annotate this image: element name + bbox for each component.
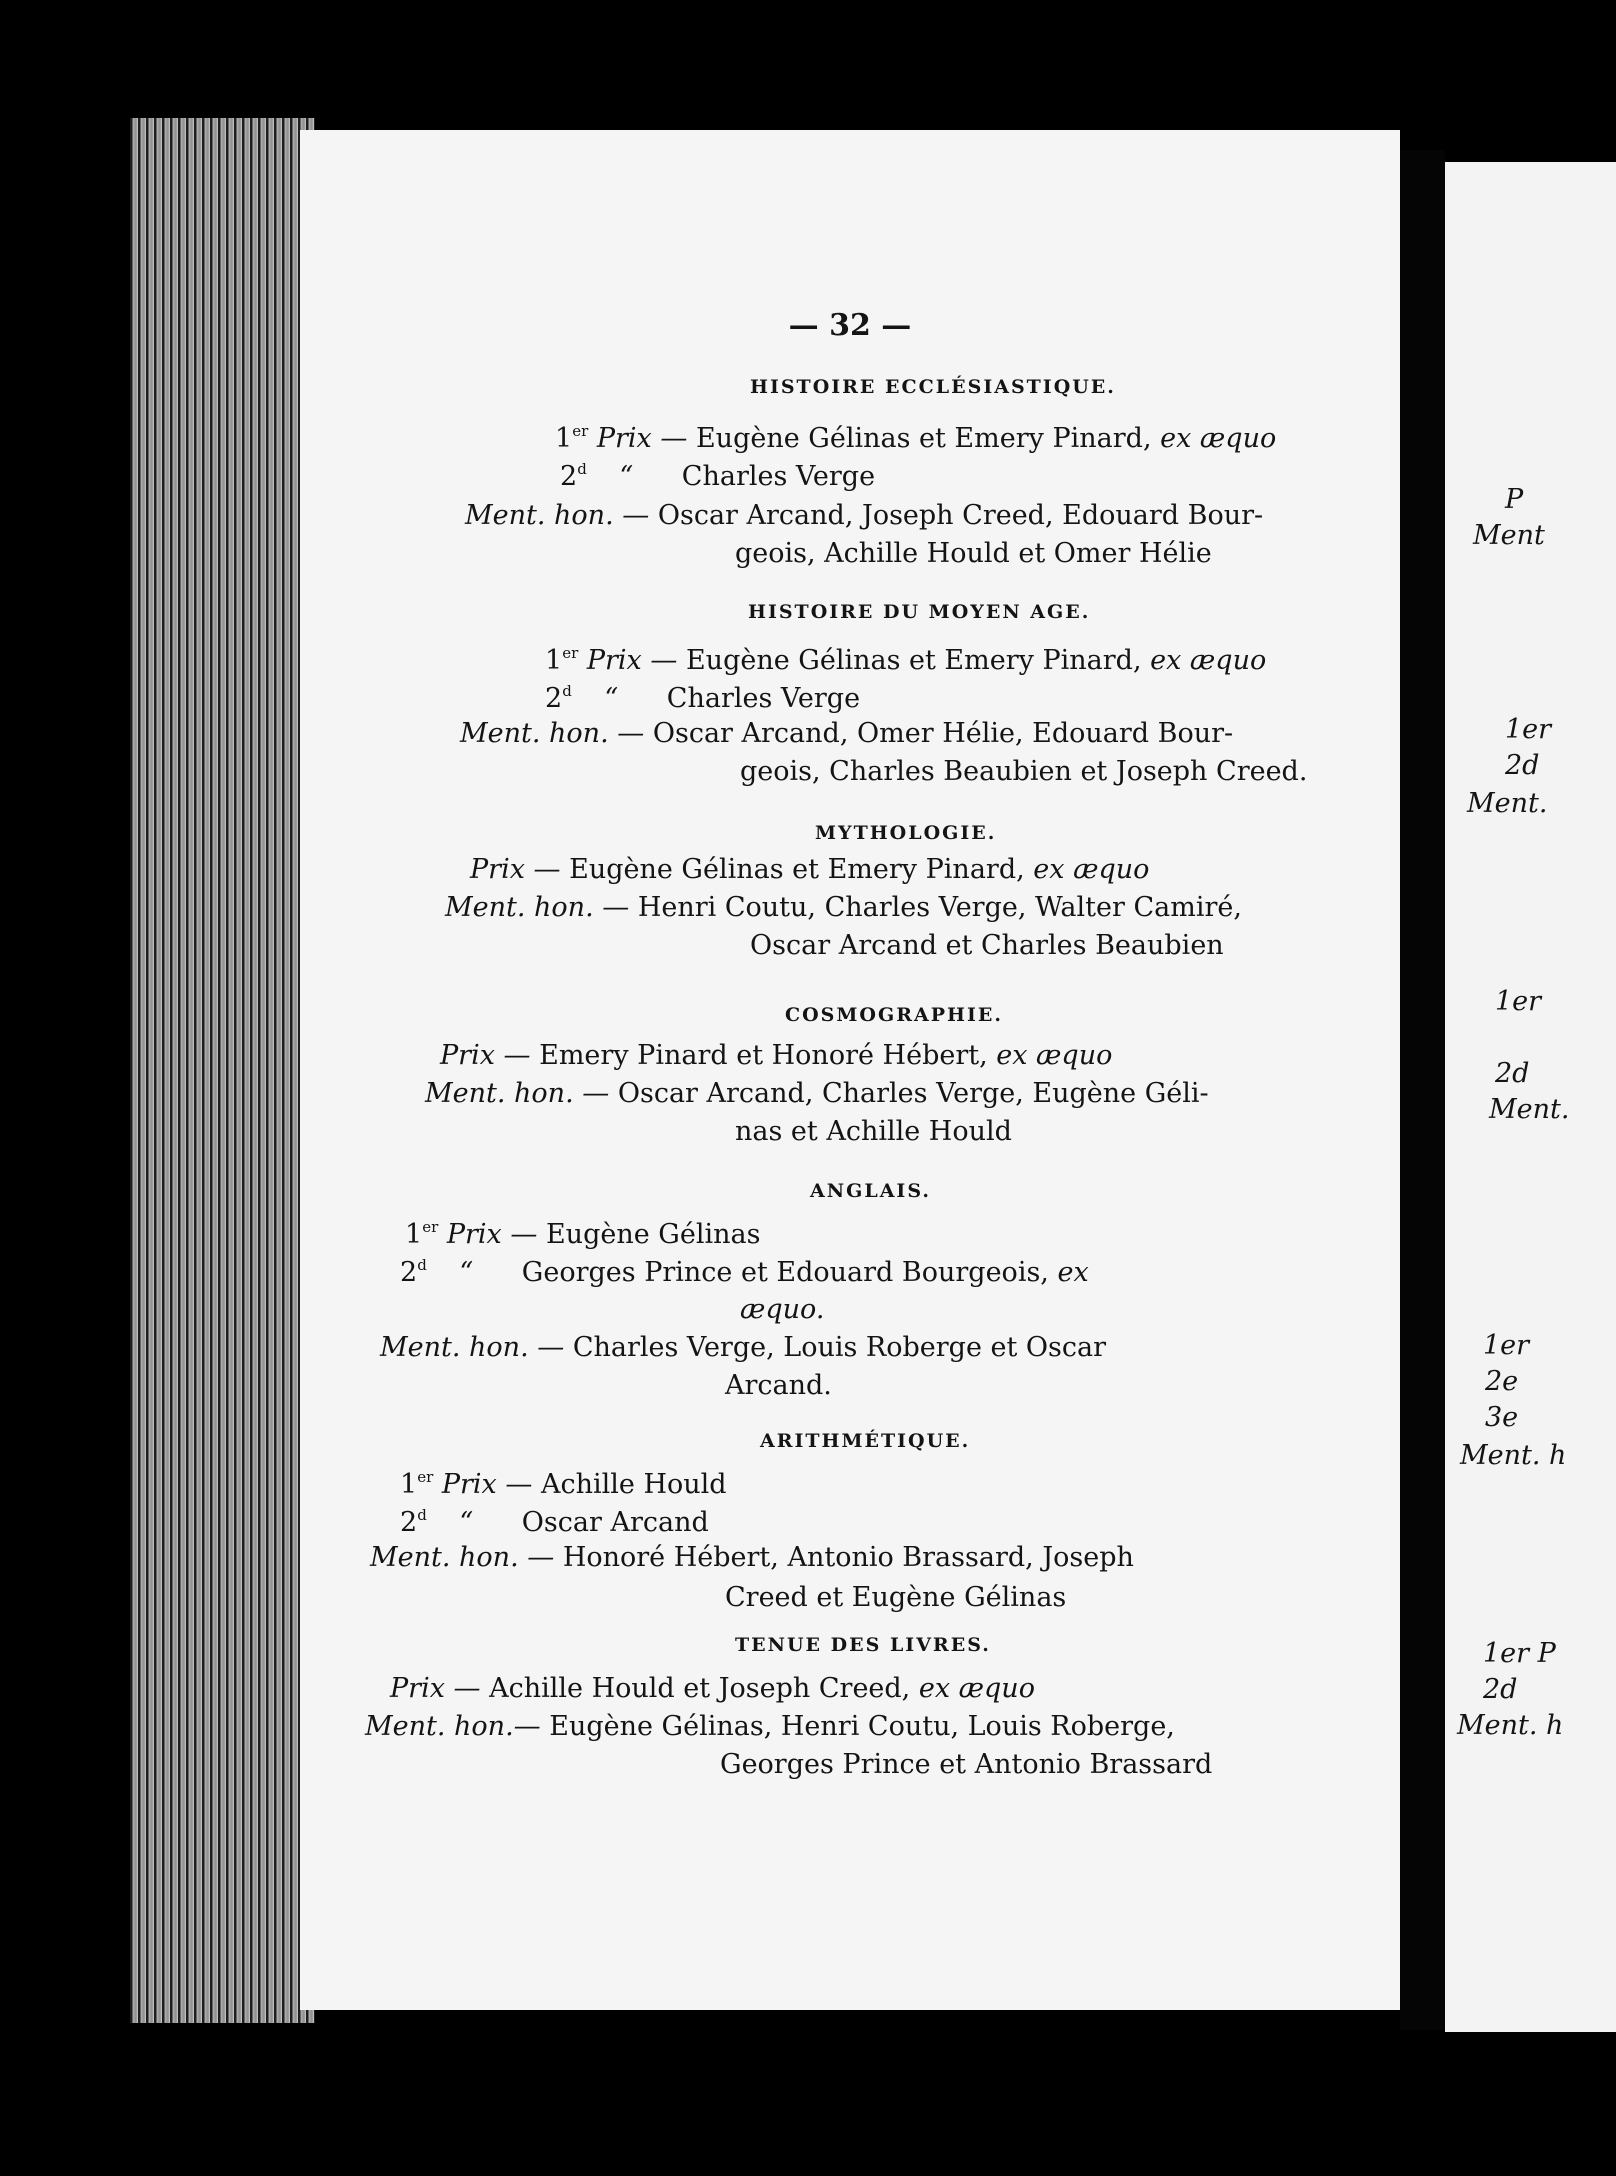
award-label: Ment. hon. — [425,1078,610,1109]
section-heading: HISTOIRE ECCLÉSIASTIQUE. [750,376,1116,398]
award-recipients: Oscar Arcand, Omer Hélie, Edouard Bour- [652,718,1234,749]
award-line [740,758,1307,785]
rank: 1 [555,423,573,454]
rank: 2 [560,461,578,492]
award-line [365,1713,1175,1740]
award-recipients: Charles Verge, Louis Roberge et Oscar [572,1332,1107,1363]
award-line [460,720,1233,747]
award-recipients: Creed et Eugène Gélinas [725,1582,1067,1613]
award-label: Prix — [441,1469,533,1500]
ex-aequo-note: ex æquo [996,1040,1113,1071]
ex-aequo-note: ex æquo [918,1673,1035,1704]
facing-page-fragment: Ment. [1489,1094,1570,1125]
award-line [725,1372,832,1399]
award-recipients: Achille Hould et Joseph Creed, [489,1673,911,1704]
award-line [545,684,860,712]
award-recipients: Oscar Arcand, Charles Verge, Eugène Géli- [617,1078,1209,1109]
award-line [400,1508,709,1536]
rank-suffix: er [572,422,589,440]
award-label: “ [619,461,634,492]
award-label: Ment. hon. — [445,892,630,923]
facing-page-fragment: 1er [1495,986,1542,1017]
award-recipients: Emery Pinard et Honoré Hébert, [539,1040,988,1071]
award-line [445,894,1242,921]
award-line [740,1296,824,1323]
award-recipients: Eugène Gélinas et Emery Pinard, [695,423,1152,454]
rank: 1 [400,1469,418,1500]
award-line [425,1080,1209,1107]
facing-page-fragment: P [1505,484,1524,515]
award-recipients: geois, Charles Beaubien et Joseph Creed. [740,756,1308,787]
award-line [735,540,1212,567]
award-line [725,1584,1066,1611]
award-label: Ment. hon. — [380,1332,565,1363]
award-recipients: Achille Hould [540,1469,727,1500]
section-heading: TENUE DES LIVRES. [735,1634,991,1656]
rank: 2 [545,683,563,714]
award-recipients: Oscar Arcand [521,1507,709,1538]
award-line [470,856,1149,883]
award-line [555,424,1276,452]
facing-page-fragment: 2e [1485,1366,1519,1397]
award-recipients: geois, Achille Hould et Omer Hélie [735,538,1212,569]
award-recipients: Honoré Hébert, Antonio Brassard, Joseph [562,1542,1134,1573]
award-label: Ment. hon. — [370,1542,555,1573]
award-label: Ment. hon.— [365,1711,541,1742]
facing-page-fragment: 1er P [1483,1638,1556,1669]
award-line [400,1258,1089,1286]
award-recipients: nas et Achille Hould [735,1116,1012,1147]
book-page [300,130,1400,2010]
award-line [545,646,1266,674]
rank: 2 [400,1257,418,1288]
award-recipients: Oscar Arcand et Charles Beaubien [750,930,1224,961]
rank: 2 [400,1507,418,1538]
award-recipients: Georges Prince et Edouard Bourgeois, [521,1257,1049,1288]
award-recipients: Henri Coutu, Charles Verge, Walter Camiré, [637,892,1242,923]
section-heading: MYTHOLOGIE. [815,822,997,844]
award-label: Ment. hon. — [460,718,645,749]
award-recipients: Georges Prince et Antonio Brassard [720,1749,1213,1780]
award-label: “ [604,683,619,714]
ex-aequo-note: æquo. [740,1294,825,1325]
facing-page [1445,162,1616,2032]
award-label: Prix — [586,645,678,676]
award-line [465,502,1263,529]
facing-page-fragment: 2d [1505,750,1540,781]
award-label: “ [459,1257,474,1288]
section-heading: ARITHMÉTIQUE. [760,1430,971,1452]
award-line [405,1220,760,1248]
facing-page-fragment: Ment [1473,520,1545,551]
award-line [380,1334,1106,1361]
award-label: Prix — [390,1673,481,1704]
award-label: Prix — [440,1040,531,1071]
rank-suffix: er [417,1468,434,1486]
award-line [560,462,875,490]
award-line [440,1042,1112,1069]
facing-page-fragment: 1er [1505,714,1552,745]
award-line [750,932,1224,959]
facing-page-fragment: Ment. [1467,788,1548,819]
facing-page-fragment: Ment. h [1460,1440,1567,1471]
award-recipients: Charles Verge [681,461,876,492]
book-gutter [1400,150,1445,2030]
rank-suffix: er [562,644,579,662]
ex-aequo-note: ex æquo [1033,854,1150,885]
ex-aequo-note: ex æquo [1150,645,1267,676]
section-heading: ANGLAIS. [810,1180,931,1202]
award-line [370,1544,1134,1571]
rank: 1 [545,645,563,676]
rank-suffix: d [562,682,572,700]
facing-page-fragment: 3e [1485,1402,1519,1433]
award-label: Prix — [596,423,688,454]
award-recipients: Eugène Gélinas, Henri Coutu, Louis Roberge, [549,1711,1175,1742]
page-number: — 32 — [788,308,912,343]
rank-suffix: d [577,460,587,478]
award-recipients: Arcand. [725,1370,832,1401]
award-label: “ [459,1507,474,1538]
rank-suffix: d [417,1506,427,1524]
facing-page-fragment: 2d [1483,1674,1518,1705]
award-recipients: Charles Verge [666,683,861,714]
rank-suffix: d [417,1256,427,1274]
section-heading: COSMOGRAPHIE. [785,1004,1003,1026]
award-line [735,1118,1012,1145]
page-edges [130,118,315,2023]
award-label: Prix — [470,854,561,885]
rank: 1 [405,1219,423,1250]
award-recipients: Eugène Gélinas [545,1219,761,1250]
award-line [720,1751,1212,1778]
ex-aequo-note: ex [1057,1257,1089,1288]
award-label: Prix — [446,1219,538,1250]
facing-page-fragment: 2d [1495,1058,1530,1089]
award-recipients: Eugène Gélinas et Emery Pinard, [685,645,1142,676]
award-recipients: Oscar Arcand, Joseph Creed, Edouard Bour- [657,500,1264,531]
rank-suffix: er [422,1218,439,1236]
facing-page-fragment: 1er [1483,1330,1530,1361]
award-line [400,1470,727,1498]
award-label: Ment. hon. — [465,500,650,531]
ex-aequo-note: ex æquo [1160,423,1277,454]
award-line [390,1675,1035,1702]
award-recipients: Eugène Gélinas et Emery Pinard, [569,854,1025,885]
facing-page-fragment: Ment. h [1457,1710,1564,1741]
section-heading: HISTOIRE DU MOYEN AGE. [748,601,1091,623]
